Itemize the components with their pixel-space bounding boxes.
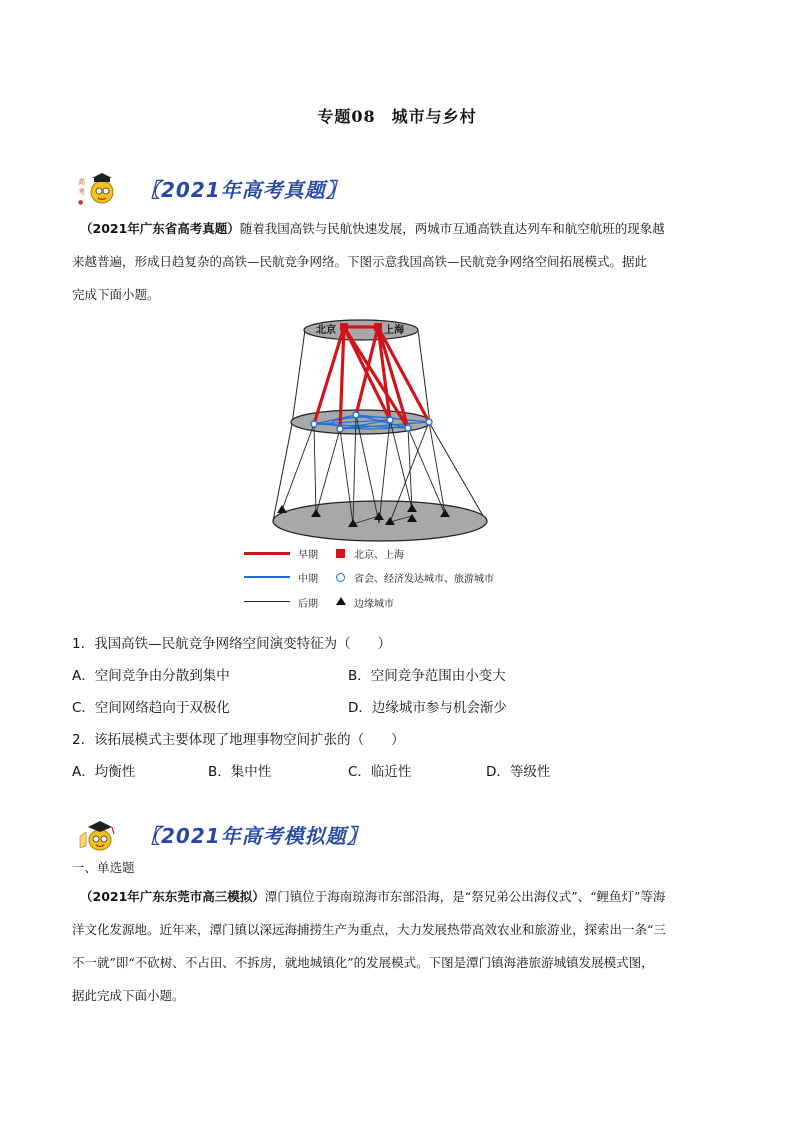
section-mascot-icon: [76, 170, 122, 210]
title-text: 城市与乡村: [391, 107, 477, 126]
legend-line-early: [244, 552, 290, 555]
section2-line4: 据此完成下面小题。: [72, 988, 185, 1003]
shanghai-node: [374, 323, 382, 331]
q2-option-d: D．等级性: [486, 764, 551, 780]
q1-option-d: D．边缘城市参与机会渐少: [348, 700, 507, 716]
mid-city-node: [311, 421, 317, 427]
section1-paragraph: [72, 212, 724, 311]
legend-square-icon: [336, 549, 345, 558]
page-title: [0, 104, 794, 127]
title-number: 专题08: [317, 107, 376, 126]
legend-label-early: 北京、上海: [354, 550, 404, 561]
section1-line3: 完成下面小题。: [72, 287, 160, 302]
legend-triangle-icon: [336, 597, 346, 605]
legend-line-mid: [244, 576, 290, 578]
label-beijing: 北京: [316, 325, 336, 336]
legend-label-late: 边缘城市: [354, 599, 394, 610]
beijing-node: [340, 323, 348, 331]
section2-source: （2021年广东东莞市高三模拟）: [80, 889, 265, 904]
label-shanghai: 上海: [384, 325, 404, 336]
section2-line1: 潭门镇位于海南琼海市东部沿海，是“祭兄弟公出海仪式”、“鲤鱼灯”等海: [264, 889, 666, 904]
section1-line2: 来越普遍，形成日趋复杂的高铁—民航竞争网络。下图示意我国高铁—民航竞争网络空间拓展模式。据此: [72, 254, 648, 269]
legend-period-mid: 中期: [298, 574, 318, 585]
svg-text:●: ●: [78, 199, 84, 206]
q1-stem: 1．我国高铁—民航竞争网络空间演变特征为（ ）: [72, 636, 392, 652]
section2-subhead: 一、单选题: [72, 860, 135, 875]
section1-line1: 随着我国高铁与民航快速发展，两城市互通高铁直达列车和航空航班的现象越: [239, 221, 665, 236]
legend-circle-icon: [336, 573, 345, 582]
mid-city-node: [405, 425, 411, 431]
section2-line2: 洋文化发源地。近年来，潭门镇以深远海捕捞生产为重点，大力发展热带高效农业和旅游业，探索出一条“三: [72, 922, 666, 937]
q2-option-b: B．集中性: [208, 764, 272, 780]
edge-city-triangle: [277, 505, 287, 513]
section1-source: （2021年广东省高考真题）: [80, 221, 240, 236]
q1-option-a: A．空间竞争由分散到集中: [72, 668, 230, 684]
section2-mascot-icon: [76, 818, 122, 854]
section2-paragraph: [72, 880, 724, 1012]
legend-label-mid: 省会、经济发达城市、旅游城市: [354, 574, 494, 585]
section2-banner: 〖2021年高考模拟题〗: [140, 824, 368, 848]
q1-option-b: B．空间竞争范围由小变大: [348, 668, 506, 684]
mid-city-node: [426, 419, 432, 425]
q2-option-c: C．临近性: [348, 764, 412, 780]
q2-option-a: A．均衡性: [72, 764, 136, 780]
cone-edge-left-top: [292, 330, 305, 424]
mid-city-node: [353, 412, 359, 418]
section1-banner: 〖2021年高考真题〗: [140, 178, 347, 202]
mid-city-node: [387, 417, 393, 423]
legend-line-late: [244, 601, 290, 602]
figure-legend: [240, 546, 540, 614]
bottom-ellipse: [273, 501, 487, 541]
section2-line3: 不一就”即“不砍树、不占田、不拆房，就地城镇化”的发展模式。下图是潭门镇海港旅游城镇发展模式图，: [72, 955, 654, 970]
legend-period-early: 早期: [298, 550, 318, 561]
q1-option-c: C．空间网络趋向于双极化: [72, 700, 230, 716]
late-link: [314, 424, 316, 514]
svg-text:考: 考: [78, 188, 85, 196]
legend-period-late: 后期: [298, 599, 318, 610]
mid-city-node: [337, 426, 343, 432]
q2-stem: 2．该拓展模式主要体现了地理事物空间扩张的（ ）: [72, 732, 405, 748]
late-link: [282, 424, 314, 510]
late-link: [316, 429, 340, 514]
svg-text:高: 高: [78, 178, 85, 186]
